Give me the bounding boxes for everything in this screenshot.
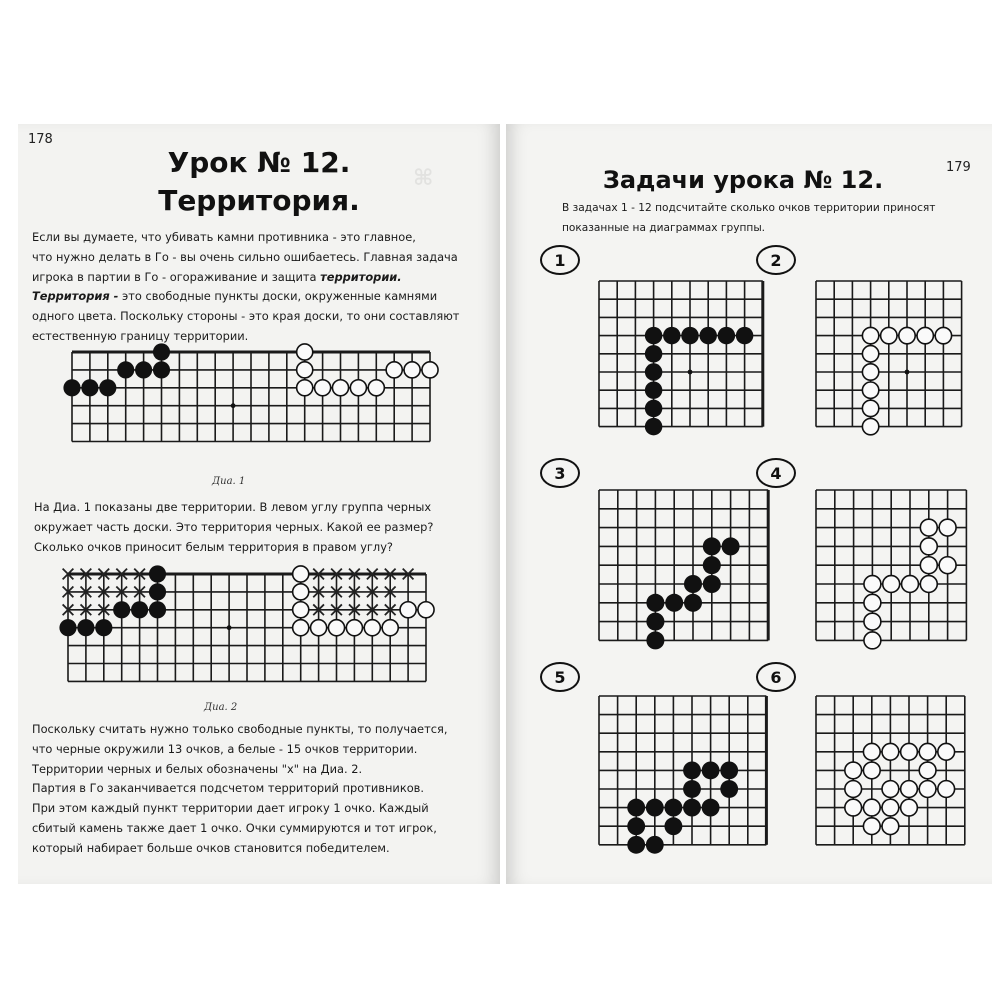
- white-stone: [862, 382, 878, 398]
- white-stone: [917, 327, 933, 343]
- white-stone: [902, 576, 919, 593]
- black-stone: [681, 327, 698, 344]
- black-stone: [149, 601, 166, 618]
- tasks-intro: [562, 198, 982, 238]
- lesson-subtitle: Территория.: [158, 184, 360, 217]
- black-stone: [135, 361, 152, 378]
- white-stone: [293, 584, 309, 600]
- black-stone: [683, 780, 701, 798]
- white-stone: [386, 362, 402, 378]
- white-stone: [882, 818, 899, 835]
- white-stone: [935, 327, 951, 343]
- black-stone: [665, 594, 683, 612]
- intro-paragraph: [32, 228, 492, 347]
- board-grid: [816, 696, 965, 845]
- black-stone: [720, 761, 738, 779]
- black-stone: [720, 780, 738, 798]
- black-stone: [646, 594, 664, 612]
- white-stone: [293, 620, 309, 636]
- black-stone: [99, 379, 116, 396]
- text-line: Поскольку считать нужно только свободные пункты, то получается,: [32, 722, 448, 736]
- black-stone: [627, 799, 645, 817]
- text-line: одного цвета. Поскольку стороны - это края доски, то они составляют: [32, 309, 460, 324]
- diagram-1-caption: Диа. 1: [212, 476, 246, 487]
- white-stone: [845, 762, 862, 779]
- diagram-1-board: [62, 342, 422, 452]
- text-line: что нужно делать в Го - вы очень сильно ошибаетесь. Главная задача: [32, 249, 458, 264]
- black-stone: [703, 537, 721, 555]
- black-stone: [113, 601, 130, 618]
- white-stone: [332, 380, 348, 396]
- white-stone: [297, 362, 313, 378]
- black-stone: [645, 418, 662, 435]
- white-stone: [863, 762, 880, 779]
- white-stone: [350, 380, 366, 396]
- white-stone: [899, 327, 915, 343]
- black-stone: [684, 594, 702, 612]
- problem-2-board: [806, 271, 966, 437]
- black-stone: [645, 381, 662, 398]
- text-line: что черные окружили 13 очков, а белые - 15 очков территории.: [32, 741, 418, 756]
- black-stone: [684, 575, 702, 593]
- white-stone: [364, 620, 380, 636]
- black-stone: [81, 379, 98, 396]
- black-stone: [683, 761, 701, 779]
- white-stone: [862, 418, 878, 434]
- black-stone: [664, 799, 682, 817]
- problem-number-5: 5: [540, 662, 580, 692]
- black-stone: [736, 327, 753, 344]
- white-stone: [919, 762, 936, 779]
- text-line: окружает часть доски. Это территория черных. Какой ее размер?: [34, 519, 434, 534]
- black-stone: [131, 601, 148, 618]
- board-grid: [599, 281, 763, 435]
- problem-1-board: [589, 271, 764, 437]
- black-stone: [645, 345, 662, 362]
- white-stone: [297, 380, 313, 396]
- star-point: [227, 625, 232, 630]
- black-stone: [722, 537, 740, 555]
- white-stone: [901, 781, 918, 798]
- white-stone: [862, 346, 878, 362]
- ghost-watermark: ⌘: [413, 166, 434, 191]
- white-stone: [845, 781, 862, 798]
- white-stone: [862, 364, 878, 380]
- diagram-2-caption: Диа. 2: [204, 702, 238, 713]
- problem-number-6: 6: [756, 662, 796, 692]
- white-stone: [864, 632, 881, 649]
- white-stone: [863, 799, 880, 816]
- white-stone: [400, 602, 416, 618]
- text-line: В задачах 1 - 12 подсчитайте сколько очков территории приносят: [562, 202, 936, 214]
- board-grid: [599, 490, 768, 649]
- black-stone: [703, 556, 721, 574]
- board-grid: [63, 343, 438, 441]
- black-stone: [153, 361, 170, 378]
- black-stone: [95, 619, 112, 636]
- white-stone: [919, 781, 936, 798]
- problem-6-board: [806, 686, 971, 856]
- black-stone: [149, 565, 166, 582]
- white-stone: [920, 519, 937, 536]
- page-number-right: 179: [946, 160, 971, 175]
- black-stone: [59, 619, 76, 636]
- black-stone: [149, 583, 166, 600]
- white-stone: [864, 576, 881, 593]
- white-stone: [422, 362, 438, 378]
- black-stone: [663, 327, 680, 344]
- white-stone: [293, 566, 309, 582]
- white-stone: [882, 799, 899, 816]
- white-stone: [328, 620, 344, 636]
- definition-term: Территория -: [32, 289, 119, 304]
- text-line: Партия в Го заканчивается подсчетом территорий противников.: [32, 781, 425, 796]
- black-stone: [77, 619, 94, 636]
- black-stone: [627, 817, 645, 835]
- white-stone: [920, 557, 937, 574]
- text-line: [32, 268, 492, 288]
- white-stone: [939, 557, 956, 574]
- term-territory: территории.: [320, 269, 402, 284]
- text-segment: это свободные пункты доски, окруженные камнями: [118, 289, 438, 304]
- white-stone: [881, 327, 897, 343]
- black-stone: [153, 343, 170, 360]
- text-line: который набирает больше очков становится победителем.: [32, 840, 390, 855]
- white-stone: [346, 620, 362, 636]
- black-stone: [645, 400, 662, 417]
- black-stone: [683, 799, 701, 817]
- black-stone: [645, 363, 662, 380]
- star-point: [688, 370, 693, 375]
- white-stone: [901, 743, 918, 760]
- white-stone: [920, 538, 937, 555]
- white-stone: [938, 743, 955, 760]
- text-line: Если вы думаете, что убивать камни противника - это главное,: [32, 230, 416, 244]
- white-stone: [882, 743, 899, 760]
- text-line: естественную границу территории.: [32, 328, 249, 343]
- white-stone: [938, 781, 955, 798]
- white-stone: [883, 576, 900, 593]
- text-line: Территории черных и белых обозначены "х" на Диа. 2.: [32, 761, 363, 776]
- white-stone: [845, 799, 862, 816]
- white-stone: [863, 743, 880, 760]
- diagram-2-board: [58, 564, 418, 699]
- problem-3-board: [589, 480, 769, 652]
- text-line: Сколько очков приносит белым территория в правом углу?: [34, 539, 393, 554]
- page-number-left: 178: [28, 132, 53, 147]
- problem-number-1: 1: [540, 245, 580, 275]
- left-page: [18, 124, 500, 884]
- text-segment: игрока в партии в Го - огораживание и защита: [32, 269, 321, 284]
- star-point: [231, 403, 236, 408]
- black-stone: [645, 327, 662, 344]
- black-stone: [702, 761, 720, 779]
- black-stone: [699, 327, 716, 344]
- black-stone: [718, 327, 735, 344]
- conclusion-paragraph: [32, 720, 492, 859]
- white-stone: [368, 380, 384, 396]
- white-stone: [882, 781, 899, 798]
- black-stone: [646, 836, 664, 854]
- explanation-paragraph: [34, 498, 494, 557]
- white-stone: [311, 620, 327, 636]
- black-stone: [646, 613, 664, 631]
- white-stone: [315, 380, 331, 396]
- text-line: показанные на диаграммах группы.: [562, 222, 766, 234]
- white-stone: [863, 818, 880, 835]
- white-stone: [293, 602, 309, 618]
- white-stone: [382, 620, 398, 636]
- board-grid: [59, 565, 434, 681]
- white-stone: [862, 327, 878, 343]
- white-stone: [919, 743, 936, 760]
- white-stone: [297, 344, 313, 360]
- problem-number-2: 2: [756, 245, 796, 275]
- lesson-title: Урок № 12.: [167, 146, 351, 179]
- text-line: [32, 287, 492, 307]
- black-stone: [646, 631, 664, 649]
- black-stone: [664, 817, 682, 835]
- white-stone: [939, 519, 956, 536]
- black-stone: [63, 379, 80, 396]
- black-stone: [703, 575, 721, 593]
- board-grid: [599, 696, 766, 854]
- text-line: сбитый камень также дает 1 очко. Очки суммируются и тот игрок,: [32, 820, 437, 835]
- problem-number-4: 4: [756, 458, 796, 488]
- white-stone: [418, 602, 434, 618]
- black-stone: [702, 799, 720, 817]
- black-stone: [117, 361, 134, 378]
- problem-5-board: [589, 686, 769, 856]
- white-stone: [864, 613, 881, 630]
- white-stone: [901, 799, 918, 816]
- white-stone: [404, 362, 420, 378]
- right-page: [506, 124, 992, 884]
- problem-number-3: 3: [540, 458, 580, 488]
- black-stone: [646, 799, 664, 817]
- white-stone: [864, 594, 881, 611]
- text-line: При этом каждый пункт территории дает игроку 1 очко. Каждый: [32, 801, 429, 816]
- white-stone: [920, 576, 937, 593]
- star-point: [905, 370, 910, 375]
- text-line: На Диа. 1 показаны две территории. В левом углу группа черных: [34, 500, 432, 514]
- white-stone: [862, 400, 878, 416]
- black-stone: [627, 836, 645, 854]
- problem-4-board: [806, 480, 971, 652]
- board-grid: [816, 281, 962, 435]
- board-grid: [816, 490, 966, 649]
- tasks-title: Задачи урока № 12.: [602, 166, 884, 194]
